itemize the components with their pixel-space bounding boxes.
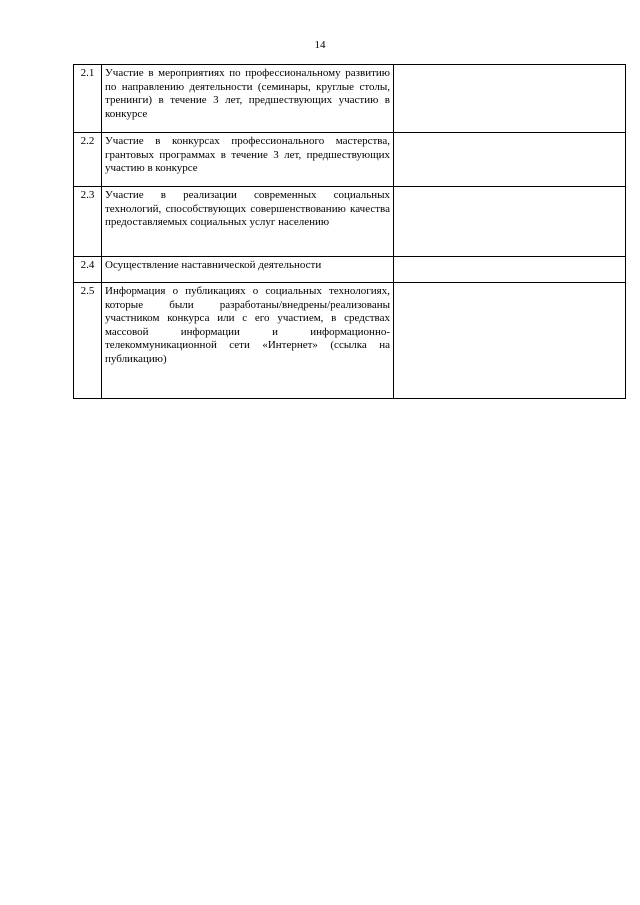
row-number: 2.1 <box>74 65 102 133</box>
table-row <box>74 133 626 187</box>
row-value-cell <box>394 187 626 257</box>
row-number: 2.4 <box>74 257 102 283</box>
row-value-cell <box>394 65 626 133</box>
table-row <box>74 283 626 399</box>
page-number: 14 <box>314 39 326 51</box>
row-number: 2.2 <box>74 133 102 187</box>
row-number: 2.5 <box>74 283 102 399</box>
row-description: Участие в конкурсах профессионального мастерства, грантовых программах в течение 3 лет, предшествующих участию в конкурсе <box>102 133 394 187</box>
row-number: 2.3 <box>74 187 102 257</box>
row-value-cell <box>394 133 626 187</box>
row-value-cell <box>394 283 626 399</box>
criteria-table <box>73 64 626 399</box>
table-row <box>74 65 626 133</box>
row-description: Информация о публикациях о социальных технологиях, которые были разработаны/внедрены/реализованы участником конкурса или с его участием, в средствах массовой информации и информационно-телекоммуникационной сети «Интернет» (ссылка на публикацию) <box>102 283 394 399</box>
table-row <box>74 187 626 257</box>
row-description: Участие в реализации современных социальных технологий, способствующих совершенствованию качества предоставляемых социальных услуг населению <box>102 187 394 257</box>
row-description: Осуществление наставнической деятельности <box>102 257 394 283</box>
row-value-cell <box>394 257 626 283</box>
row-description: Участие в мероприятиях по профессиональному развитию по направлению деятельности (семинары, круглые столы, тренинги) в течение 3 лет, предшествующих участию в конкурсе <box>102 65 394 133</box>
table-row <box>74 257 626 283</box>
